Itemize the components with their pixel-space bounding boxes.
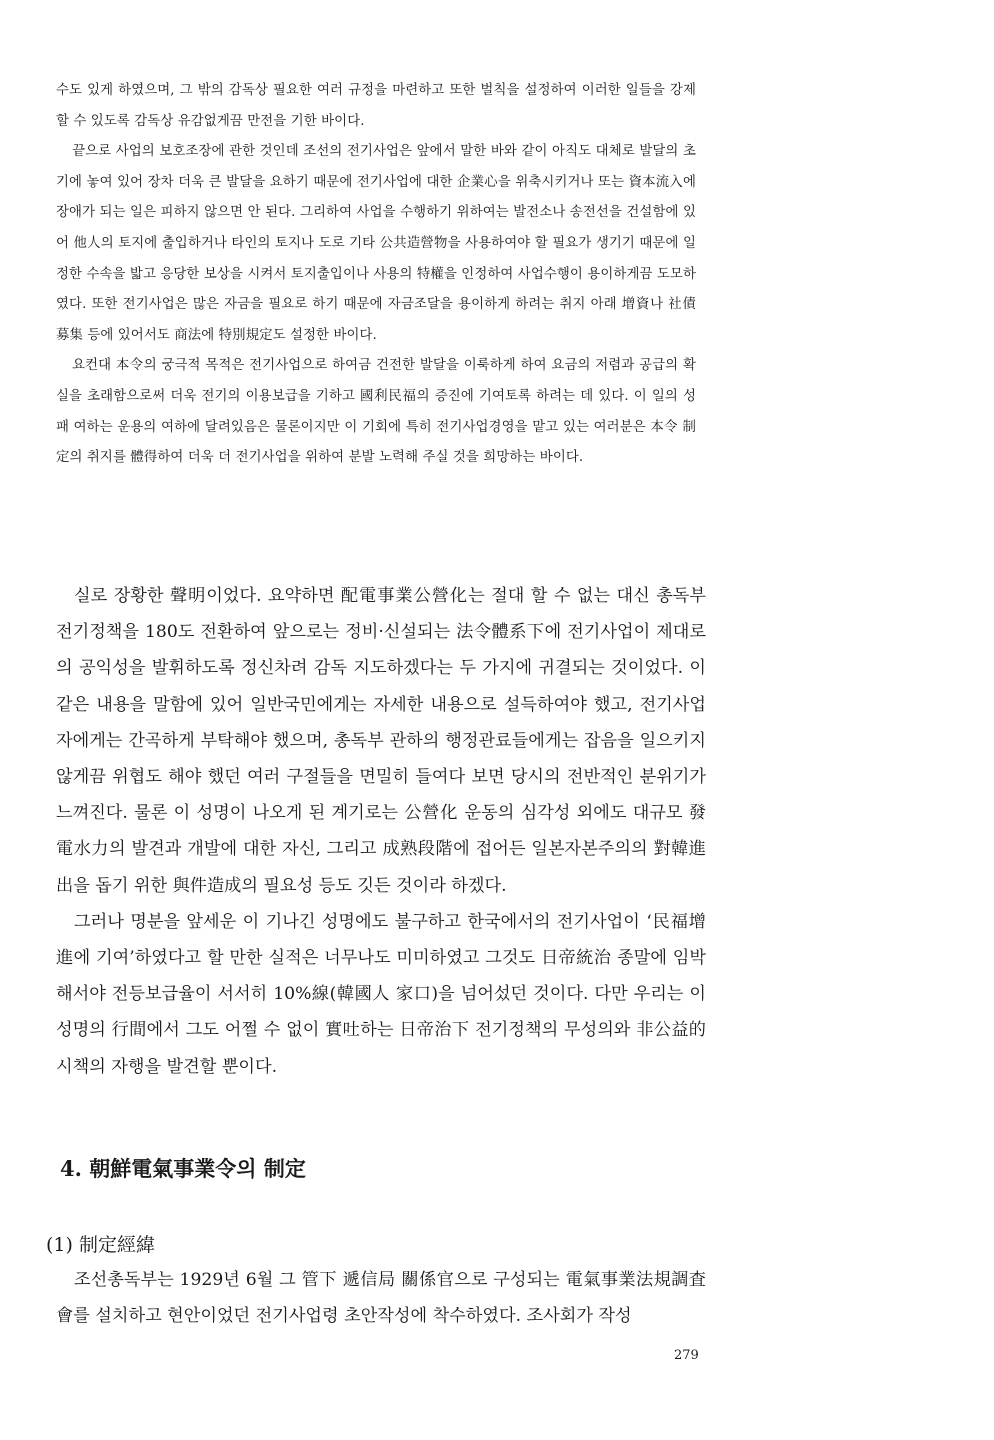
body-paragraph: 실로 장황한 聲明이었다. 요약하면 配電事業公營化는 절대 할 수 없는 대신 총독부 전기정책을 180도 전환하여 앞으로는 정비·신설되는 法令體系下에 전기사업이 제대로의 공익성을 발휘하도록 정신차려 감독 지도하겠다는 두 가지에 귀결되는 것이었다. 이 같은 내용을 말함에 있어 일반국민에게는 자세한 내용으로 설득하여야 했고, 전기사업자에게는 간곡하게 부탁해야 했으며, 총독부 관하의 행정관료들에게는 잡음을 일으키지 않게끔 위협도 해야 했던 여러 구절들을 면밀히 들여다 보면 당시의 전반적인 분위기가 느껴진다. 물론 이 성명이 나오게 된 계기로는 公營化 운동의 심각성 외에도 대규모 發電水力의 발견과 개발에 대한 자신, 그리고 成熟段階에 접어든 일본자본주의의 對韓進出을 돕기 위한 與件造成의 필요성 등도 깃든 것이라 하겠다. <box>56 586 706 896</box>
section-heading: 4. 朝鮮電氣事業令의 制定 <box>60 1156 306 1181</box>
quoted-statement <box>56 76 696 474</box>
page-number: 279 <box>674 1348 699 1363</box>
subsection-body-text <box>56 1262 706 1334</box>
main-body-text <box>56 578 706 1085</box>
quote-paragraph: 끝으로 사업의 보호조장에 관한 것인데 조선의 전기사업은 앞에서 말한 바와 같이 아직도 대체로 발달의 초기에 놓여 있어 장차 더욱 큰 발달을 요하기 때문에 전기사업에 대한 企業心을 위축시키거나 또는 資本流入에 장애가 되는 일은 피하지 않으면 안 된다. 그리하여 사업을 수행하기 위하여는 발전소나 송전선을 건설함에 있어 他人의 토지에 출입하거나 타인의 토지나 도로 기타 公共造營物을 사용하여야 할 필요가 생기기 때문에 일정한 수속을 밟고 응당한 보상을 시켜서 토지출입이나 사용의 特權을 인정하여 사업수행이 용이하게끔 도모하였다. 또한 전기사업은 많은 자금을 필요로 하기 때문에 자금조달을 용이하게 하려는 취지 아래 增資나 社債募集 등에 있어서도 商法에 特別規定도 설정한 바이다. <box>56 144 696 343</box>
quote-paragraph: 요컨대 本令의 궁극적 목적은 전기사업으로 하여금 건전한 발달을 이룩하게 하여 요금의 저렴과 공급의 확실을 초래함으로써 더욱 전기의 이용보급을 기하고 國利民福의 증진에 기여토록 하려는 데 있다. 이 일의 성패 여하는 운용의 여하에 달려있음은 물론이지만 이 기회에 특히 전기사업경영을 맡고 있는 여러분은 本令 制定의 취지를 體得하여 더욱 더 전기사업을 위하여 분발 노력해 주실 것을 희망하는 바이다. <box>56 358 696 466</box>
quote-paragraph: 수도 있게 하였으며, 그 밖의 감독상 필요한 여러 규정을 마련하고 또한 벌칙을 설정하여 이러한 일들을 강제할 수 있도록 감독상 유감없게끔 만전을 기한 바이다. <box>56 83 696 129</box>
body-paragraph: 그러나 명분을 앞세운 이 기나긴 성명에도 불구하고 한국에서의 전기사업이 ‘民福增進에 기여’하였다고 할 만한 실적은 너무나도 미미하였고 그것도 日帝統治 종말에 임박해서야 전등보급율이 서서히 10%線(韓國人 家口)을 넘어섰던 것이다. 다만 우리는 이 성명의 行間에서 그도 어쩔 수 없이 實吐하는 日帝治下 전기정책의 무성의와 非公益的 시책의 자행을 발견할 뿐이다. <box>56 911 706 1077</box>
body-paragraph: 조선총독부는 1929년 6월 그 管下 遞信局 關係官으로 구성되는 電氣事業法規調査會를 설치하고 현안이었던 전기사업령 초안작성에 착수하였다. 조사회가 작성 <box>56 1270 706 1327</box>
subsection-heading: (1) 制定經緯 <box>46 1234 155 1256</box>
